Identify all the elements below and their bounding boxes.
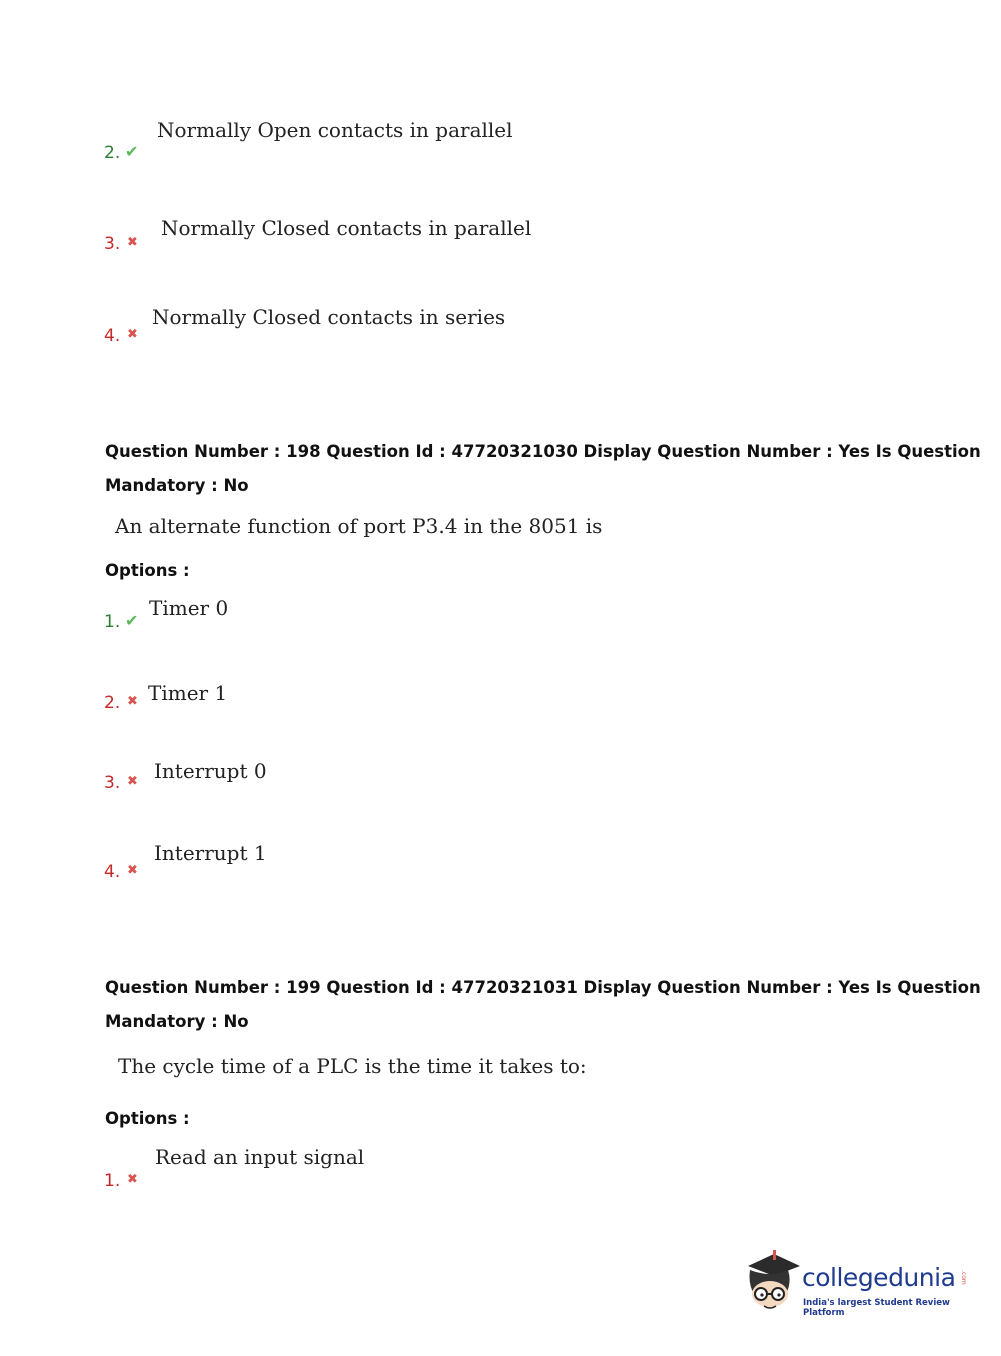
options-label: Options : <box>105 1109 190 1128</box>
mascot-icon <box>740 1248 802 1318</box>
option-number: 1. <box>104 612 121 632</box>
option-number: 4. <box>104 326 121 346</box>
question-text: The cycle time of a PLC is the time it takes to: <box>118 1054 587 1078</box>
option-number: 3. <box>104 234 121 254</box>
wrong-cross-icon: ✖ <box>127 1172 138 1187</box>
question-meta-line: Question Number : 199 Question Id : 47720321031 Display Question Number : Yes Is Question <box>105 978 981 997</box>
option-text: Normally Closed contacts in parallel <box>161 216 532 240</box>
option-text: Read an input signal <box>155 1145 365 1169</box>
wrong-cross-icon: ✖ <box>127 235 138 250</box>
wrong-cross-icon: ✖ <box>127 327 138 342</box>
question-meta-line: Mandatory : No <box>105 1012 249 1031</box>
wrong-cross-icon: ✖ <box>127 863 138 878</box>
correct-check-icon: ✔ <box>125 611 139 630</box>
wrong-cross-icon: ✖ <box>127 694 138 709</box>
question-meta-line: Mandatory : No <box>105 476 249 495</box>
option-text: Timer 1 <box>148 681 228 705</box>
question-text: An alternate function of port P3.4 in the 8051 is <box>115 514 603 538</box>
option-text: Normally Open contacts in parallel <box>157 118 513 142</box>
options-label: Options : <box>105 561 190 580</box>
option-number: 2. <box>104 143 121 163</box>
correct-check-icon: ✔ <box>125 142 139 161</box>
logo-tagline: India's largest Student Review Platform <box>803 1298 950 1318</box>
question-meta-line: Question Number : 198 Question Id : 47720321030 Display Question Number : Yes Is Question <box>105 442 981 461</box>
option-text: Timer 0 <box>149 596 229 620</box>
option-number: 2. <box>104 693 121 713</box>
option-text: Interrupt 1 <box>154 841 267 865</box>
option-number: 1. <box>104 1171 121 1191</box>
logo-wordmark: collegedunia <box>802 1263 956 1292</box>
option-text: Interrupt 0 <box>154 759 267 783</box>
option-number: 3. <box>104 773 121 793</box>
collegedunia-logo <box>740 1248 970 1320</box>
option-number: 4. <box>104 862 121 882</box>
option-text: Normally Closed contacts in series <box>152 305 506 329</box>
logo-suffix: .com <box>960 1270 967 1285</box>
wrong-cross-icon: ✖ <box>127 774 138 789</box>
